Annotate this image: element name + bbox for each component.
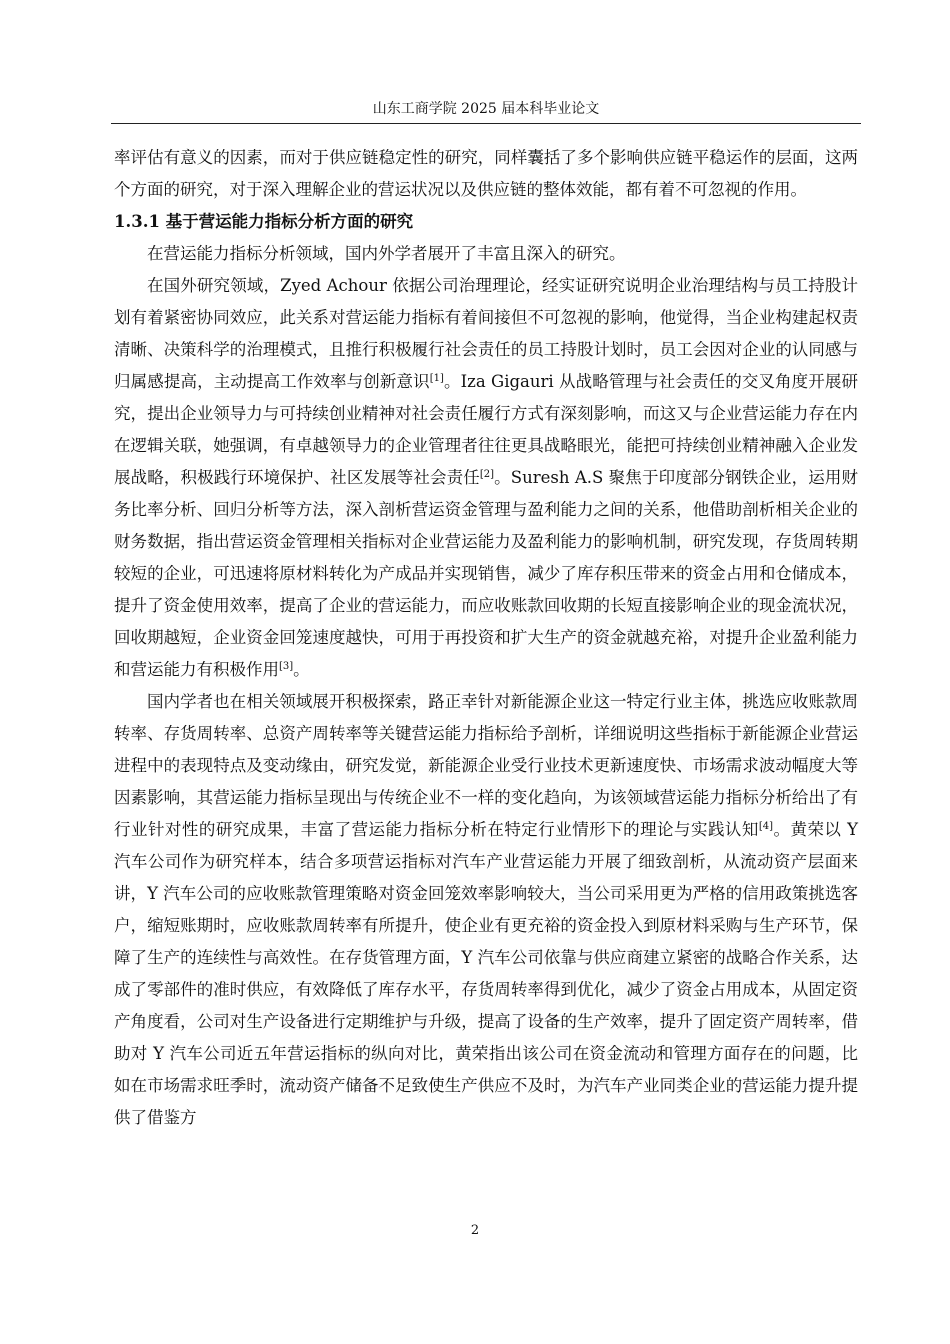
text-run: 在国外研究领域，Zyed Achour 依据公司治理理论，经实证研究说明企业治理结构与员工持股计划有着紧密协同效应，此关系对营运能力指标有着间接但不可忽视的影响，他觉得，当企业构建起权责清晰、决策科学的治理模式，且推行积极履行社会责任的员工持股计划时，员工会因对企业的认同感与归属感提高，主动提高工作效率与创新意识 [114, 276, 858, 391]
text-run: 。黄荣以 Y 汽车公司作为研究样本，结合多项营运指标对汽车产业营运能力开展了细致剖析，从流动资产层面来讲，Y 汽车公司的应收账款管理策略对资金回笼效率影响较大，当公司采用更为严格的信用政策挑选客户，缩短账期时，应收账款周转率有所提升，使企业有更充裕的资金投入到原材料采购与生产环节，保障了生产的连续性与高效性。在存货管理方面，Y 汽车公司依靠与供应商建立紧密的战略合作关系，达成了零部件的准时供应，有效降低了库存水平，存货周转率得到优化，减少了资金占用成本，从固定资产角度看，公司对生产设备进行定期维护与升级，提高了设备的生产效率，提升了固定资产周转率，借助对 Y 汽车公司近五年营运指标的纵向对比，黄荣指出该公司在资金流动和管理方面存在的问题，比如在市场需求旺季时，流动资产储备不足致使生产供应不及时，为汽车产业同类企业的营运能力提升提供了借鉴方 [114, 820, 859, 1127]
text-run: 。Iza Gigauri 从战略管理与社会责任的交叉角度开展研究，提出企业领导力与可持续创业精神对社会责任履行方式有深刻影响，而这又与企业营运能力存在内在逻辑关联，她强调，有卓越领导力的企业管理者往往更具战略眼光，能把可持续创业精神融入企业发展战略，积极践行环境保护、社区发展等社会责任 [114, 372, 859, 487]
header-rule [111, 123, 861, 124]
text-run: 国内学者也在相关领域展开积极探索，路正幸针对新能源企业这一特定行业主体，挑选应收账款周转率、存货周转率、总资产周转率等关键营运能力指标给予剖析，详细说明这些指标于新能源企业营运进程中的表现特点及变动缘由，研究发觉，新能源企业受行业技术更新速度快、市场需求波动幅度大等因素影响，其营运能力指标呈现出与传统企业不一样的变化趋向，为该领域营运能力指标分析给出了有行业针对性的研究成果，丰富了营运能力指标分析在特定行业情形下的理论与实践认知 [114, 692, 858, 839]
citation-ref-2: [2] [479, 469, 495, 480]
page-number: 2 [470, 1223, 480, 1238]
page-body [114, 142, 858, 1134]
paragraph-domestic-research [114, 686, 858, 1134]
paragraph-foreign-research [114, 270, 858, 686]
paragraph-intro: 率评估有意义的因素，而对于供应链稳定性的研究，同样囊括了多个影响供应链平稳运作的层面，这两个方面的研究，对于深入理解企业的营运状况以及供应链的整体效能，都有着不可忽视的作用。 [114, 148, 858, 199]
citation-ref-1: [1] [429, 373, 444, 384]
citation-ref-4: [4] [758, 821, 774, 832]
running-header: 山东工商学院 2025 届本科毕业论文 [372, 101, 600, 117]
paragraph-overview: 在营运能力指标分析领域，国内外学者展开了丰富且深入的研究。 [147, 244, 626, 263]
section-heading: 1.3.1 基于营运能力指标分析方面的研究 [114, 212, 414, 231]
text-run: 。 [293, 660, 310, 679]
citation-ref-3: [3] [279, 661, 294, 672]
text-run: 。Suresh A.S 聚焦于印度部分钢铁企业，运用财务比率分析、回归分析等方法，深入剖析营运资金管理与盈利能力之间的关系，他借助剖析相关企业的财务数据，指出营运资金管理相关指标对企业营运能力及盈利能力的影响机制，研究发现，存货周转期较短的企业，可迅速将原材料转化为产成品并实现销售，减少了库存积压带来的资金占用和仓储成本，提升了资金使用效率，提高了企业的营运能力，而应收账款回收期的长短直接影响企业的现金流状况，回收期越短，企业资金回笼速度越快，可用于再投资和扩大生产的资金就越充裕，对提升企业盈利能力和营运能力有积极作用 [114, 468, 858, 679]
